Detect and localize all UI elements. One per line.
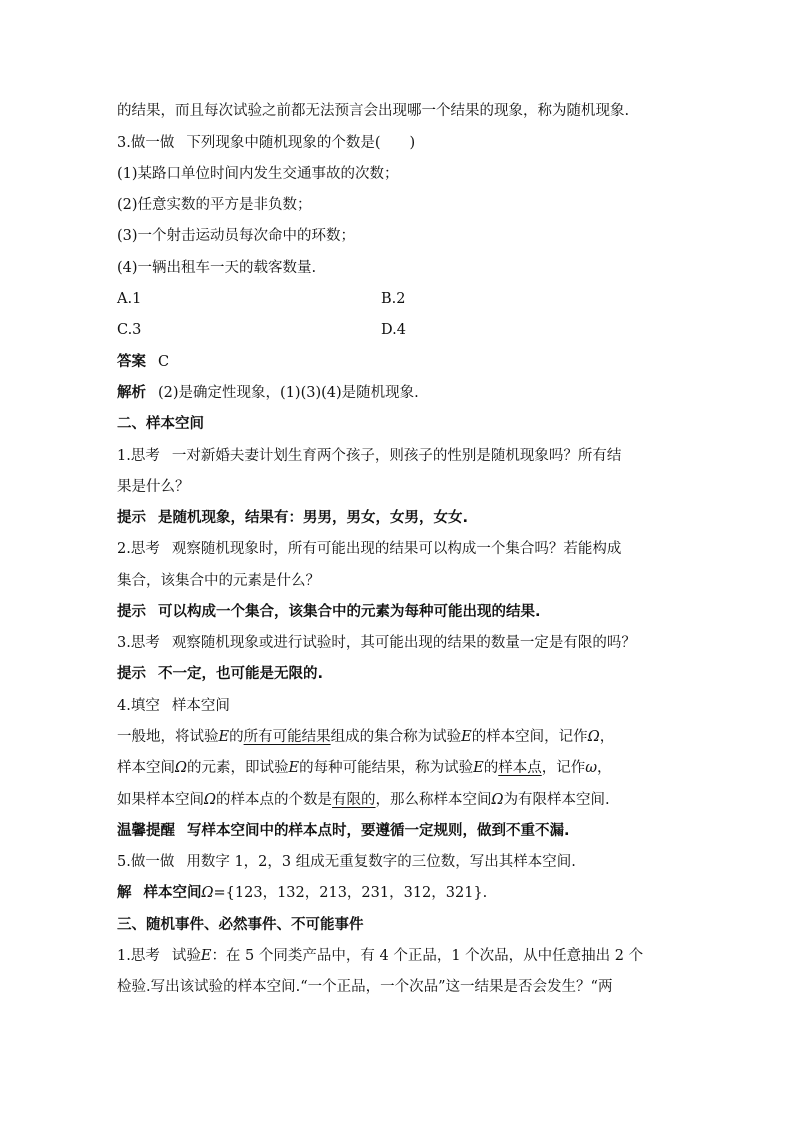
- text: ，记作: [541, 760, 586, 776]
- section-3-title: 三、随机事件、必然事件、不可能事件: [117, 917, 364, 933]
- var-e: E: [461, 729, 472, 745]
- solution-text: 样本空间: [143, 885, 202, 901]
- think2-hint: [117, 602, 541, 622]
- q5-label: 5.做一做: [117, 854, 175, 870]
- think2-line1: [117, 539, 621, 559]
- definition-line-2: [117, 758, 612, 778]
- think2-text1: 观察随机现象时，所有可能出现的结果可以构成一个集合吗？若能构成: [171, 541, 622, 557]
- var-small-omega: ω: [585, 760, 598, 776]
- text: 试验: [171, 948, 201, 964]
- q3-item-1: (1)某路口单位时间内发生交通事故的次数；: [117, 166, 399, 182]
- tip-text: 写样本空间中的样本点时，要遵循一定规则，做到不重不漏.: [187, 823, 570, 839]
- blank-answer: 有限的: [332, 792, 376, 808]
- think6-line2: 检验.写出该试验的样本空间.“一个正品，一个次品”这一结果是否会发生？“两: [117, 979, 613, 995]
- solution-label: 解: [117, 885, 132, 901]
- analysis-label: 解析: [117, 385, 146, 401]
- hint-text: 不一定，也可能是无限的.: [158, 666, 324, 682]
- solution-set: ={123，132，213，231，312，321}.: [213, 885, 488, 901]
- var-omega: Ω: [201, 885, 214, 901]
- option-a: A.1: [117, 291, 142, 307]
- intro-tail: 的结果，而且每次试验之前都无法预言会出现哪一个结果的现象，称为随机现象.: [117, 103, 630, 119]
- think3-line1: [117, 633, 636, 653]
- option-d: D.4: [381, 322, 406, 338]
- think1-line2: 果是什么？: [117, 479, 190, 495]
- text: 样本空间: [117, 760, 175, 776]
- fill4-label: 4.填空: [117, 698, 160, 714]
- text: ，: [599, 729, 615, 745]
- hint-text: 可以构成一个集合，该集合中的元素为每种可能出现的结果.: [158, 604, 541, 620]
- fill4-heading: [117, 696, 230, 716]
- var-e: E: [218, 729, 230, 745]
- text: 的元素，即试验: [187, 760, 289, 776]
- think1-text1: 一对新婚夫妻计划生育两个孩子，则孩子的性别是随机现象吗？所有结: [171, 448, 622, 464]
- text: 的样本空间，记作: [471, 729, 588, 745]
- analysis-line: [117, 383, 419, 403]
- think1-line1: [117, 446, 621, 466]
- text: ，那么称样本空间: [375, 792, 492, 808]
- hint-label: 提示: [117, 604, 146, 620]
- blank-answer: 所有可能结果: [243, 729, 331, 745]
- text: ，: [597, 760, 612, 776]
- q3-line: [117, 133, 415, 153]
- hint-text: 是随机现象，结果有：男男，男女，女男，女女.: [158, 510, 469, 526]
- definition-line-1: [117, 727, 614, 747]
- q3-item-2: (2)任意实数的平方是非负数；: [117, 197, 312, 213]
- q5-solution: [117, 883, 487, 903]
- definition-line-3: [117, 790, 610, 810]
- q5-line: [117, 852, 576, 872]
- blank-answer: 样本点: [498, 760, 542, 776]
- answer-label: 答案: [117, 354, 146, 370]
- var-omega: Ω: [587, 729, 600, 745]
- fill4-title: 样本空间: [171, 698, 230, 714]
- text: 为有限样本空间.: [503, 792, 610, 808]
- think1-hint: [117, 508, 468, 528]
- answer-value: C: [158, 354, 170, 370]
- q5-stem: 用数字 1，2，3 组成无重复数字的三位数，写出其样本空间.: [186, 854, 576, 870]
- text: 如果样本空间: [117, 792, 204, 808]
- var-e: E: [200, 948, 212, 964]
- q3-item-3: (3)一个射击运动员每次命中的环数；: [117, 228, 356, 244]
- q3-stem: 下列现象中随机现象的个数是( ): [186, 135, 416, 151]
- var-omega: Ω: [204, 792, 217, 808]
- think3-label: 3.思考: [117, 635, 160, 651]
- think2-label: 2.思考: [117, 541, 160, 557]
- option-b: B.2: [381, 291, 406, 307]
- option-c: C.3: [117, 322, 142, 338]
- q3-label: 3.做一做: [117, 135, 175, 151]
- tip-label: 温馨提醒: [117, 823, 175, 839]
- hint-label: 提示: [117, 666, 146, 682]
- var-e: E: [288, 760, 300, 776]
- q3-item-4: (4)一辆出租车一天的载客数量.: [117, 260, 317, 276]
- think1-label: 1.思考: [117, 448, 160, 464]
- text: 组成的集合称为试验: [330, 729, 462, 745]
- var-omega: Ω: [491, 792, 504, 808]
- var-omega: Ω: [175, 760, 188, 776]
- think6-line1: [117, 946, 643, 966]
- think6-label: 1.思考: [117, 948, 160, 964]
- think2-line2: 集合，该集合中的元素是什么？: [117, 573, 320, 589]
- var-e: E: [473, 760, 484, 776]
- hint-label: 提示: [117, 510, 146, 526]
- analysis-text: (2)是确定性现象，(1)(3)(4)是随机现象.: [158, 385, 419, 401]
- tip-line: [117, 821, 570, 841]
- think3-text1: 观察随机现象或进行试验时，其可能出现的结果的数量一定是有限的吗？: [171, 635, 636, 651]
- answer-line: [117, 352, 169, 372]
- think3-hint: [117, 664, 323, 684]
- text: ：在 5 个同类产品中，有 4 个正品，1 个次品，从中任意抽出 2 个: [211, 948, 644, 964]
- section-2-title: 二、样本空间: [117, 416, 204, 432]
- text: 一般地，将试验: [117, 729, 219, 745]
- text: 的: [229, 729, 244, 745]
- text: 的样本点的个数是: [216, 792, 333, 808]
- text: 的: [483, 760, 499, 776]
- text: 的每种可能结果，称为试验: [299, 760, 474, 776]
